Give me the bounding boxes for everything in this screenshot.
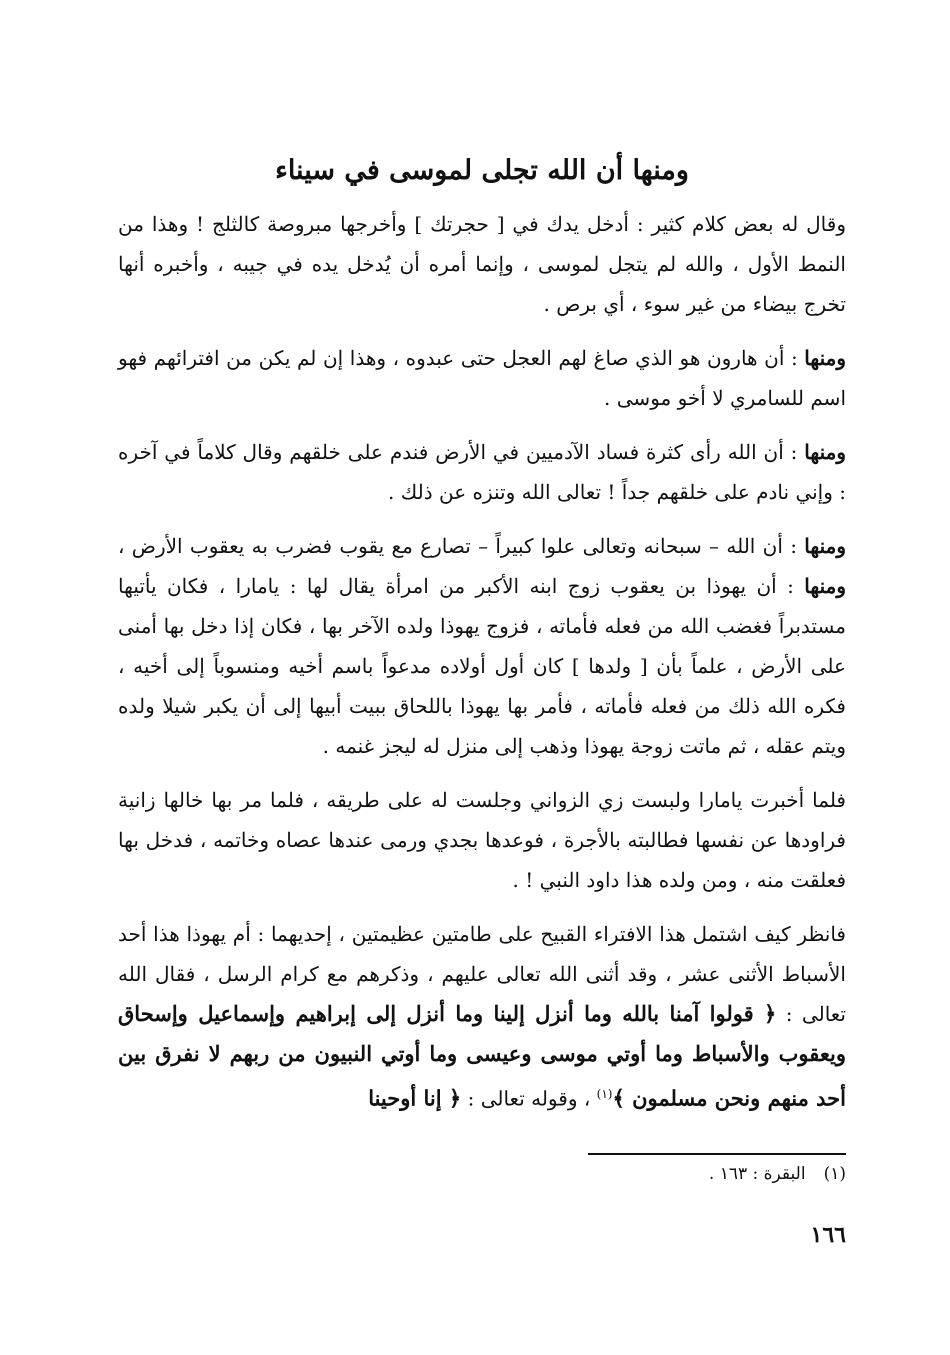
footnote bbox=[709, 1164, 846, 1184]
paragraph-1: وقال له بعض كلام كثير : أدخل يدك في [ حجرتك ] وأخرجها مبروصة كالثلج ! وهذا من النمط الأول ، والله لم يتجل لموسى ، وإنما أمره أن يُدخل يده في جيبه ، وأخبره أنها تخرج بيضاء من غير سوء ، أي برص . bbox=[118, 212, 846, 316]
paragraph-lead: ومنها bbox=[804, 440, 846, 464]
paragraph-2 bbox=[118, 338, 846, 418]
paragraph-lead: ومنها bbox=[804, 346, 846, 370]
paragraph-4 bbox=[118, 526, 846, 766]
paragraph-text: : أن هارون هو الذي صاغ لهم العجل حتى عبدوه ، وهذا إن لم يكن من افترائهم فهو اسم للسامري لا أخو موسى . bbox=[118, 346, 846, 410]
paragraph-text: : أن الله رأى كثرة فساد الآدميين في الأرض فندم على خلقهم وقال كلاماً في آخره : وإني نادم على خلقهم جداً ! تعالى الله وتنزه عن ذلك . bbox=[118, 440, 846, 504]
page-title: ومنها أن الله تجلى لموسى في سيناء bbox=[275, 155, 689, 186]
paragraph-text: فانظر كيف اشتمل هذا الافتراء القبيح على طامتين عظيمتين ، إحديهما : أم يهوذا هذا أحد الأسباط الأثنى عشر ، وقد أثنى الله تعالى عليهم ، وذكرهم مع كرام الرسل ، فقال الله تعالى : bbox=[118, 922, 847, 1026]
quran-quote-1: ﴿ قولوا آمنا بالله وما أنزل إلينا وما أنزل إلى إبراهيم وإسماعيل وإسحاق ويعقوب والأسباط وما أوتي موسى وعيسى وما أوتي النبيون من ربهم لا نفرق بين أحد منهم ونحن مسلمون ﴾ bbox=[118, 1001, 846, 1111]
paragraph-text-2: ، وقوله تعالى : bbox=[461, 1086, 597, 1111]
page-body bbox=[118, 150, 846, 1133]
footnote-divider bbox=[588, 1153, 846, 1155]
paragraph-lead: ومنها bbox=[804, 534, 846, 558]
paragraph-5: فلما أخبرت يامارا ولبست زي الزواني وجلست له على طريقه ، فلما مر بها خالها زانية فراودها عن نفسها فطالبته بالأجرة ، فوعدها بجدي ورمى عندها عصاه وخاتمه ، فدخل بها فعلقت منه ، ومن ولده هذا داود النبي ! . bbox=[118, 788, 846, 892]
footnote-number: (١) bbox=[823, 1164, 846, 1184]
paragraph-3 bbox=[118, 432, 846, 512]
paragraph-6 bbox=[118, 914, 846, 1119]
paragraph-text: : أن الله – سبحانه وتعالى علوا كبيراً – تصارع مع يقوب فضرب به يعقوب الأرض ، bbox=[118, 534, 805, 558]
footnote-ref: (١) bbox=[596, 1087, 613, 1101]
quran-quote-2: ﴿ إنا أوحينا bbox=[368, 1085, 462, 1111]
paragraph-text-2: : أن يهوذا بن يعقوب زوج ابنه الأكبر من امرأة يقال لها : يامارا ، فكان يأتيها مستدبراً فغضب الله من فعله فأماته ، فزوج يهوذا ولده الآخر بها ، فكان إذا دخل بها أمنى على الأرض ، علماً بأن [ ولدها ] كان أول أولاده مدعواً باسم أخيه ومنسوباً إلى أخيه ، فكره الله ذلك من فعله فأماته ، فأمر بها يهوذا باللحاق ببيت أبيها إلى أن يكبر شيلا ولده ويتم عقله ، ثم ماتت زوجة يهوذا وذهب إلى منزل له ليجز غنمه . bbox=[118, 574, 847, 758]
page-number: ١٦٦ bbox=[810, 1222, 846, 1248]
footnote-text: البقرة : ١٦٣ . bbox=[708, 1164, 806, 1184]
paragraph-lead-2: ومنها bbox=[804, 574, 846, 598]
